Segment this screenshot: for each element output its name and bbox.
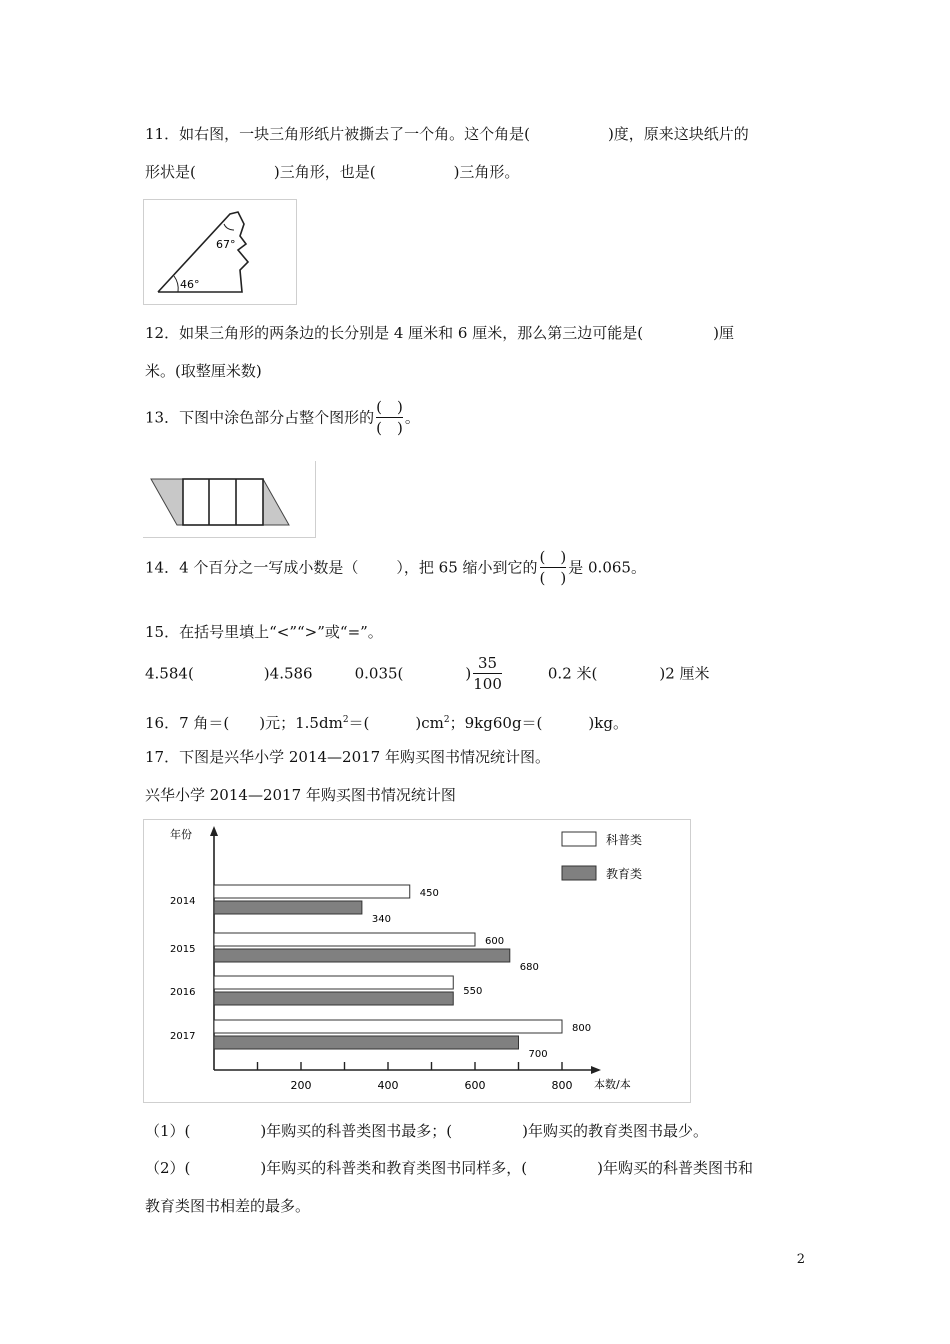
x-tick-label: 200 bbox=[290, 1079, 312, 1092]
bar-2017-教育类 bbox=[214, 1036, 519, 1049]
q12-line1: 12．如果三角形的两条边的长分别是 4 厘米和 6 厘米，那么第三边可能是( )厘 bbox=[145, 324, 734, 342]
y-tick-label-2016: 2016 bbox=[170, 987, 196, 998]
y-tick-label-2014: 2014 bbox=[170, 896, 196, 907]
x-tick-label: 600 bbox=[464, 1079, 486, 1092]
bar-2016-科普类 bbox=[214, 976, 453, 989]
q14-line: 14．4 个百分之一写成小数是（ ），把 65 缩小到它的 $\frac{( )}{( )}$ 是 0.065。 bbox=[145, 548, 646, 587]
q15-fraction: $\frac{35}{100}$ bbox=[473, 654, 502, 693]
q12-line2: 米。(取整厘米数) bbox=[145, 362, 262, 380]
angle-top-label: 67° bbox=[216, 238, 236, 251]
q15-items: 4.584( )4.586 0.035( ) $\frac{35}{100}$ 0.2 米( )2 厘米 bbox=[145, 654, 710, 693]
y-tick-label-2017: 2017 bbox=[170, 1031, 196, 1042]
data-label: 680 bbox=[519, 962, 539, 973]
data-label: 800 bbox=[572, 1023, 592, 1034]
y-tick-label-2015: 2015 bbox=[170, 944, 196, 955]
q17-title: 17．下图是兴华小学 2014—2017 年购买图书情况统计图。 bbox=[145, 748, 550, 766]
chart-caption: 兴华小学 2014—2017 年购买图书情况统计图 bbox=[145, 786, 456, 804]
y-axis-arrow bbox=[210, 826, 218, 836]
bar-2014-教育类 bbox=[214, 901, 362, 914]
parallelogram-svg bbox=[143, 461, 315, 537]
data-label: 340 bbox=[371, 914, 391, 925]
bar-2016-教育类 bbox=[214, 992, 453, 1005]
q14-fraction: $\frac{( )}{( )}$ bbox=[539, 548, 567, 587]
book-chart-svg bbox=[144, 820, 690, 1102]
bar-2014-科普类 bbox=[214, 885, 410, 898]
x-axis-arrow bbox=[591, 1066, 601, 1074]
q16-line: 16．7 角＝( )元；$1.5dm^2=$( )$cm^2$；9kg60g＝( )kg。 bbox=[145, 714, 628, 732]
legend-swatch-教育类 bbox=[562, 866, 596, 880]
legend-label-科普类: 科普类 bbox=[606, 833, 643, 847]
legend-label-教育类: 教育类 bbox=[606, 867, 643, 881]
page-number: 2 bbox=[796, 1252, 805, 1267]
book-chart bbox=[143, 819, 691, 1103]
shaded-parallelogram-figure bbox=[143, 461, 316, 538]
data-label: 450 bbox=[419, 888, 439, 899]
q13-fraction: $\frac{( )}{( )}$ bbox=[376, 398, 403, 437]
x-tick-label: 400 bbox=[377, 1079, 399, 1092]
x-tick-label: 800 bbox=[551, 1079, 573, 1092]
q11-line2: 形状是( )三角形，也是( )三角形。 bbox=[145, 163, 520, 181]
q13-line: 13．下图中涂色部分占整个图形的 $\frac{( )}{( )}$ 。 bbox=[145, 398, 420, 437]
angle-bottom-label: 46° bbox=[180, 278, 200, 291]
q15-title: 15．在括号里填上“<”“>”或“=”。 bbox=[145, 623, 383, 641]
bar-2015-教育类 bbox=[214, 949, 510, 962]
torn-triangle-svg bbox=[144, 200, 296, 304]
torn-triangle-figure bbox=[143, 199, 297, 305]
data-label: 550 bbox=[463, 986, 483, 997]
y-axis-label: 年份 bbox=[170, 828, 192, 841]
q17-sub1: （1）( )年购买的科普类图书最多；( )年购买的教育类图书最少。 bbox=[145, 1122, 708, 1140]
data-label: 600 bbox=[485, 936, 505, 947]
data-label: 700 bbox=[528, 1049, 548, 1060]
q11-line1: 11．如右图，一块三角形纸片被撕去了一个角。这个角是( )度，原来这块纸片的 bbox=[145, 125, 749, 143]
q17-sub2: （2）( )年购买的科普类和教育类图书同样多，( )年购买的科普类图书和 bbox=[145, 1159, 753, 1177]
q17-sub2-line2: 教育类图书相差的最多。 bbox=[145, 1197, 311, 1215]
legend-swatch-科普类 bbox=[562, 832, 596, 846]
bar-2017-科普类 bbox=[214, 1020, 562, 1033]
bar-2015-科普类 bbox=[214, 933, 475, 946]
x-axis-label: 本数/本 bbox=[594, 1078, 631, 1091]
